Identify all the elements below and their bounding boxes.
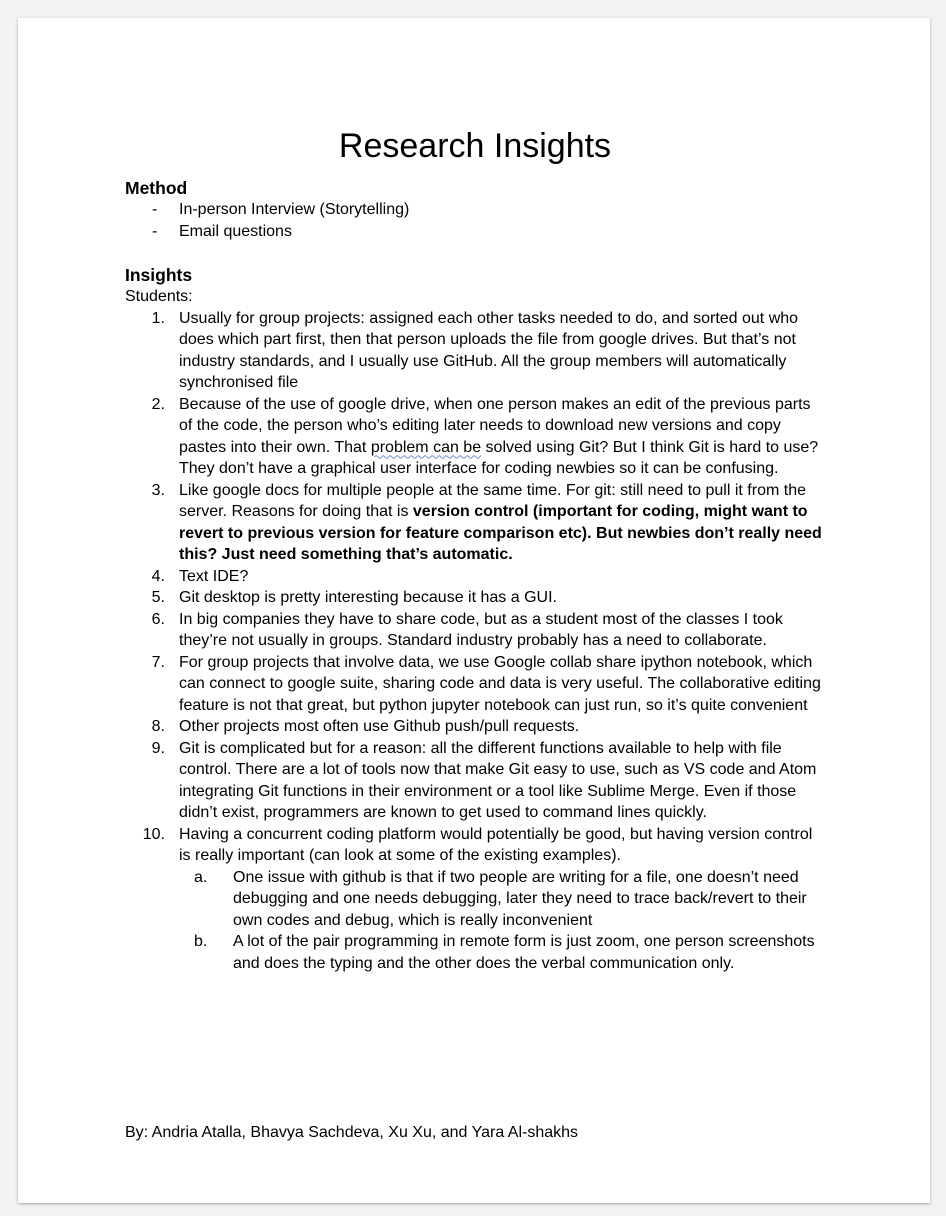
- list-item: 10. Having a concurrent coding platform would potentially be good, but having version control is really important (can look at some of the existing examples). a. One issue with github is that if two people are writing for a file, one doesn’t need debugging and one needs debugging, later they need to trace back/revert to their own codes and debug, which is really inconvenient b. A lot of the pair programming in remote form is just zoom, one person screenshots and does the typing and the other does the verbal communication only.: [125, 824, 825, 975]
- sub-list: [179, 867, 825, 975]
- list-item: - In-person Interview (Storytelling): [125, 199, 825, 221]
- bullet-dash: -: [152, 222, 158, 240]
- students-label: Students:: [125, 288, 193, 305]
- document-page: [18, 18, 930, 1203]
- sub-list-item: a. One issue with github is that if two people are writing for a file, one doesn’t need debugging and one needs debugging, later they need to trace back/revert to their own codes and debug, which is really inconvenient: [194, 868, 807, 929]
- method-list: [125, 199, 825, 242]
- list-item: 3. Like google docs for multiple people at the same time. For git: still need to pull it from the server. Reasons for doing that is version control (important for coding, might want to revert to previous version for feature comparison etc). But newbies don’t really need this? Just need something that’s automatic.: [151, 481, 822, 563]
- insights-list: [125, 308, 825, 975]
- insights-heading: Insights: [125, 265, 193, 285]
- list-item: 6. In big companies they have to share code, but as a student most of the classes I took they’re not usually in groups. Standard industry probably has a need to collaborate.: [151, 610, 783, 649]
- list-item: 8. Other projects most often use Github push/pull requests.: [151, 718, 580, 735]
- spellcheck-flag[interactable]: problem can be: [370, 438, 482, 456]
- list-item: 7. For group projects that involve data, we use Google collab share ipython notebook, which can connect to google suite, sharing code and data is very useful. The collaborative editing feature is not that great, but python jupyter notebook can just run, so it’s quite convenient: [151, 653, 821, 714]
- document-title: Research Insights: [338, 127, 612, 165]
- document-body: [125, 124, 825, 974]
- byline: By: Andria Atalla, Bhavya Sachdeva, Xu Xu, and Yara Al-shakhs: [125, 1124, 579, 1141]
- sub-list-item: b. A lot of the pair programming in remote form is just zoom, one person screenshots and does the typing and the other does the verbal communication only.: [194, 933, 815, 972]
- list-item: 5. Git desktop is pretty interesting because it has a GUI.: [151, 589, 557, 606]
- bullet-dash: -: [152, 201, 158, 218]
- method-heading: Method: [125, 178, 188, 198]
- list-item: - Email questions: [125, 221, 825, 243]
- list-item: 2. Because of the use of google drive, when one person makes an edit of the previous parts of the code, the person who’s editing later needs to download new versions and copy pastes into their own. That problem can be solved using Git? But I think Git is hard to use? They don’t have a graphical user interface for coding newbies so it can be confusing.: [151, 395, 819, 477]
- bold-emphasis: version control (important for coding, might want to revert to previous version for feature comparison etc). But newbies don’t really need this? Just need something that’s automatic.: [179, 503, 822, 563]
- list-item: 4. Text IDE?: [151, 567, 249, 585]
- list-item: 9. Git is complicated but for a reason: all the different functions available to help with file control. There are a lot of tools now that make Git easy to use, such as VS code and Atom integrating Git functions in their environment or a tool like Sublime Merge. Even if those didn’t exist, programmers are known to get used to command lines quickly.: [151, 739, 817, 821]
- list-item: 1. Usually for group projects: assigned each other tasks needed to do, and sorted out who does which part first, then that person uploads the file from google drives. But that’s not industry standards, and I usually use GitHub. All the group members will automatically synchronised file: [151, 309, 799, 391]
